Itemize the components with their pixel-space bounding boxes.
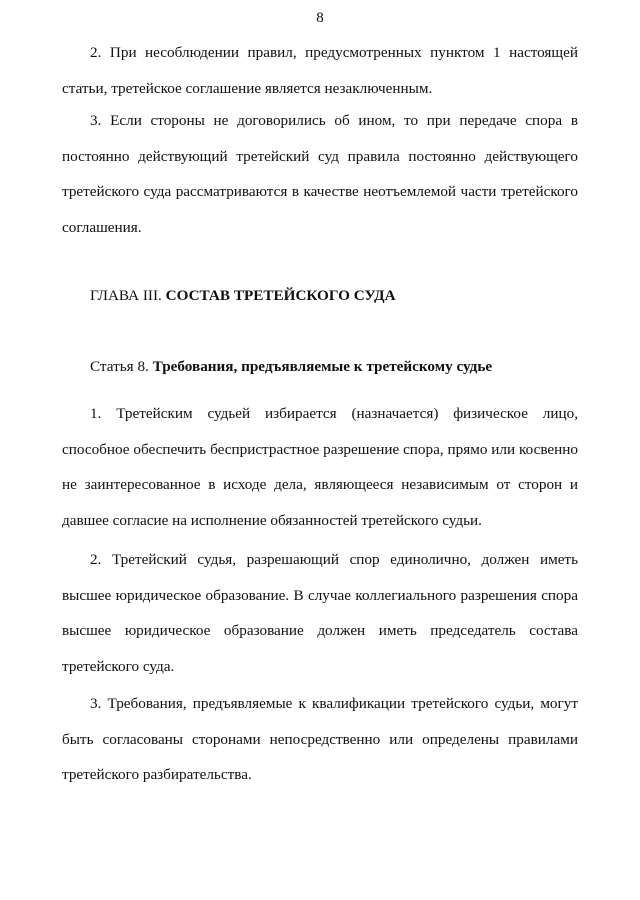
article-title: Требования, предъявляемые к третейскому судье [152,358,493,375]
article7-paragraph-3: 3. Если стороны не договорились об ином, то при передаче спора в постоянно действующий третейский суд правила постоянно действующего третейского суда рассматриваются в качестве неотъемлемой части третейского соглашения. [62,112,578,236]
chapter-title: СОСТАВ ТРЕТЕЙСКОГО СУДА [165,287,396,304]
article8-paragraph-3: 3. Требования, предъявляемые к квалификации третейского судьи, могут быть согласованы сторонами непосредственно или определены правилами третейского разбирательства. [62,695,578,783]
article8-paragraph-1: 1. Третейским судьей избирается (назначается) физическое лицо, способное обеспечить беспристрастное разрешение спора, прямо или косвенно не заинтересованное в исходе дела, являющееся независимым от сторон и давшее согласие на исполнение обязанностей третейского судьи. [62,405,578,529]
chapter-prefix: ГЛАВА III. [90,287,166,304]
article-prefix: Статья 8. [90,358,153,375]
article8-paragraph-2: 2. Третейский судья, разрешающий спор единолично, должен иметь высшее юридическое образование. В случае коллегиального разрешения спора высшее юридическое образование должен иметь председатель состава третейского суда. [62,551,578,675]
article7-paragraph-2: 2. При несоблюдении правил, предусмотренных пунктом 1 настоящей статьи, третейское соглашение является незаключенным. [62,44,578,97]
page-number: 8 [316,10,324,26]
article-heading [90,357,492,377]
chapter-heading [90,286,396,306]
